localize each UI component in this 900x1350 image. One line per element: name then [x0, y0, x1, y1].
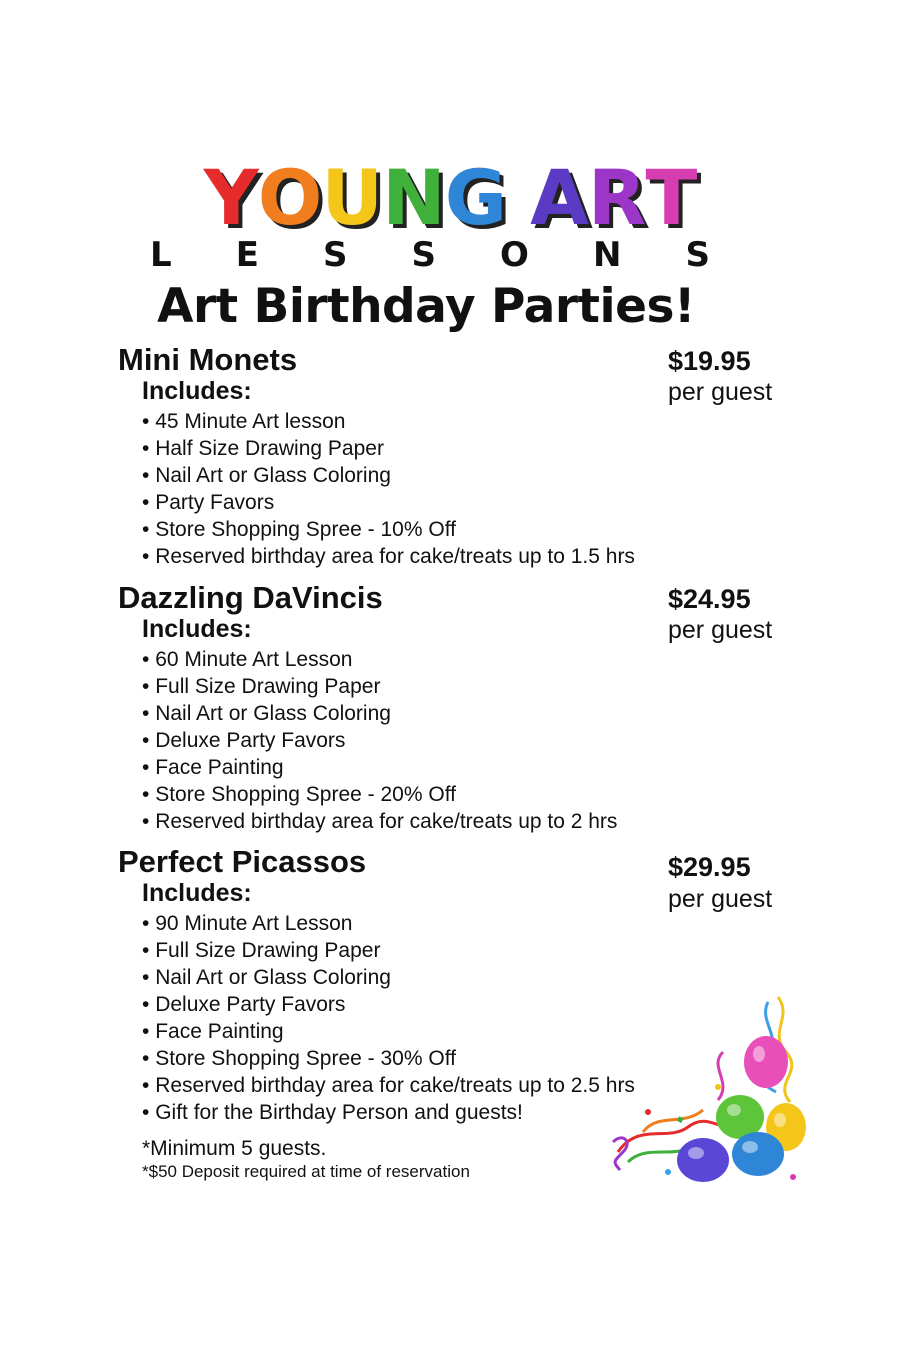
package-name: Mini Monets [118, 342, 298, 377]
list-item: • Face Painting [142, 754, 617, 781]
list-item: • Deluxe Party Favors [142, 991, 635, 1018]
list-item: • Half Size Drawing Paper [142, 435, 635, 462]
logo-letter: O [257, 153, 322, 242]
package-price-unit: per guest [668, 378, 773, 406]
list-item: • Store Shopping Spree - 10% Off [142, 516, 635, 543]
subtitle-letter: L [150, 235, 172, 275]
subtitle-letter: S [322, 235, 348, 275]
logo-letter: G [444, 153, 507, 242]
list-item: • Reserved birthday area for cake/treats up to 2.5 hrs [142, 1072, 635, 1099]
list-item: • Nail Art or Glass Coloring [142, 700, 617, 727]
logo-letter: U [321, 153, 383, 242]
subtitle-letter: O [500, 235, 529, 275]
logo-letter: A [530, 153, 588, 242]
list-item: • Nail Art or Glass Coloring [142, 964, 635, 991]
list-item: • Nail Art or Glass Coloring [142, 462, 635, 489]
logo-letter: T [645, 153, 697, 242]
list-item: • 45 Minute Art lesson [142, 408, 635, 435]
list-item: • Reserved birthday area for cake/treats up to 2 hrs [142, 808, 617, 835]
list-item: • Store Shopping Spree - 30% Off [142, 1045, 635, 1072]
logo-letter: Y [203, 153, 258, 242]
package-items [142, 408, 635, 570]
package-items [142, 910, 635, 1126]
list-item: • Reserved birthday area for cake/treats up to 1.5 hrs [142, 543, 635, 570]
package-name: Dazzling DaVincis [118, 580, 383, 615]
list-item: • Party Favors [142, 489, 635, 516]
list-item: • 90 Minute Art Lesson [142, 910, 635, 937]
subtitle-letter: N [592, 235, 622, 275]
logo-subtitle-lessons [150, 236, 710, 274]
list-item: • Deluxe Party Favors [142, 727, 617, 754]
list-item: • Gift for the Birthday Person and guests! [142, 1099, 635, 1126]
list-item: • 60 Minute Art Lesson [142, 646, 617, 673]
subtitle-letter: S [411, 235, 436, 275]
list-item: • Full Size Drawing Paper [142, 673, 617, 700]
list-item: • Face Painting [142, 1018, 635, 1045]
package-price: $29.95 [668, 852, 751, 882]
package-price-unit: per guest [668, 885, 773, 913]
deposit-note: *$50 Deposit required at time of reservation [142, 1162, 470, 1181]
logo-letter: R [587, 153, 646, 242]
list-item: • Store Shopping Spree - 20% Off [142, 781, 617, 808]
page-headline: Art Birthday Parties! [157, 279, 695, 334]
package-includes-label: Includes: [142, 615, 252, 643]
subtitle-letter: E [235, 235, 259, 275]
list-item: • Full Size Drawing Paper [142, 937, 635, 964]
balloons-icon [608, 992, 808, 1192]
package-price: $19.95 [668, 346, 751, 376]
package-includes-label: Includes: [142, 879, 252, 907]
logo-letter: N [382, 153, 445, 242]
package-name: Perfect Picassos [118, 844, 367, 879]
subtitle-letter: S [685, 235, 710, 275]
package-items [142, 646, 617, 835]
package-price-unit: per guest [668, 616, 773, 644]
logo-young-art [0, 153, 900, 242]
minimum-guests-note: *Minimum 5 guests. [142, 1137, 327, 1160]
package-includes-label: Includes: [142, 377, 252, 405]
package-price: $24.95 [668, 584, 751, 614]
